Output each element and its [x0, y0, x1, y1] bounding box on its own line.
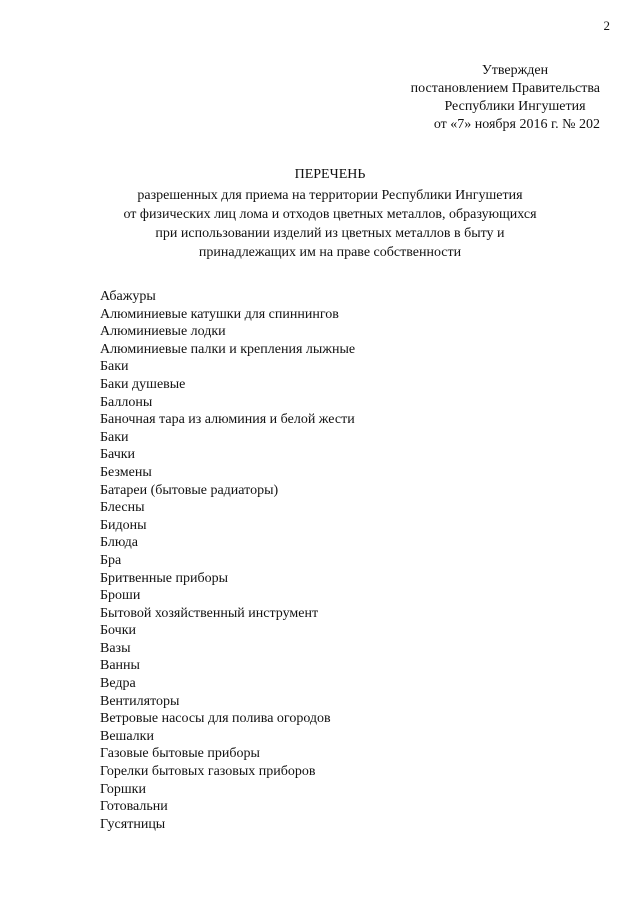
- list-item: Гусятницы: [100, 816, 166, 832]
- list-item: Бидоны: [100, 517, 147, 533]
- list-item: Бачки: [100, 447, 136, 463]
- list-item: Горелки бытовых газовых приборов: [100, 764, 316, 780]
- list-item: Газовые бытовые приборы: [100, 746, 260, 762]
- list-item: Баки душевые: [100, 376, 186, 392]
- list-item: Баллоны: [100, 394, 153, 410]
- list-item: Готовальни: [100, 799, 168, 815]
- document-title: [80, 165, 580, 262]
- items-list: [100, 288, 600, 833]
- list-item: Баки: [100, 429, 129, 445]
- list-item: Бытовой хозяйственный инструмент: [100, 605, 319, 621]
- list-item: Абажуры: [100, 289, 156, 304]
- title-heading: ПЕРЕЧЕНЬ: [294, 167, 366, 182]
- list-item: Блесны: [100, 500, 145, 516]
- list-item: Блюда: [100, 535, 138, 551]
- list-item: Безмены: [100, 464, 152, 480]
- list-item: Алюминиевые палки и крепления лыжные: [100, 341, 356, 357]
- title-line: при использовании изделий из цветных металлов в быту и: [155, 226, 505, 241]
- list-item: Бритвенные приборы: [100, 570, 229, 586]
- list-item: Бочки: [100, 623, 137, 639]
- list-item: Ветровые насосы для полива огородов: [100, 711, 331, 727]
- title-line: от физических лиц лома и отходов цветных металлов, образующихся: [123, 207, 537, 222]
- title-line: разрешенных для приема на территории Республики Ингушетия: [137, 188, 523, 203]
- approval-line-resolution: постановлением Правительства: [410, 81, 600, 96]
- title-line: принадлежащих им на праве собственности: [198, 245, 462, 260]
- list-item: Баки: [100, 359, 129, 375]
- list-item: Алюминиевые лодки: [100, 324, 226, 340]
- page-number: 2: [603, 18, 610, 33]
- approval-block: [300, 62, 600, 134]
- list-item: Ванны: [100, 658, 140, 674]
- list-item: Вешалки: [100, 728, 154, 744]
- list-item: Вентиляторы: [100, 693, 180, 709]
- list-item: Броши: [100, 588, 141, 604]
- approval-line-date: от «7» ноября 2016 г. № 202: [433, 117, 600, 132]
- list-item: Баночная тара из алюминия и белой жести: [100, 412, 355, 428]
- list-item: Батареи (бытовые радиаторы): [100, 482, 279, 498]
- list-item: Горшки: [100, 781, 146, 797]
- list-item: Алюминиевые катушки для спиннингов: [100, 306, 339, 322]
- list-item: Вазы: [100, 640, 131, 656]
- approval-line-approved: Утвержден: [481, 63, 549, 78]
- list-item: Ведра: [100, 676, 136, 692]
- list-item: Бра: [100, 552, 122, 568]
- approval-line-republic: Республики Ингушетия: [444, 99, 586, 114]
